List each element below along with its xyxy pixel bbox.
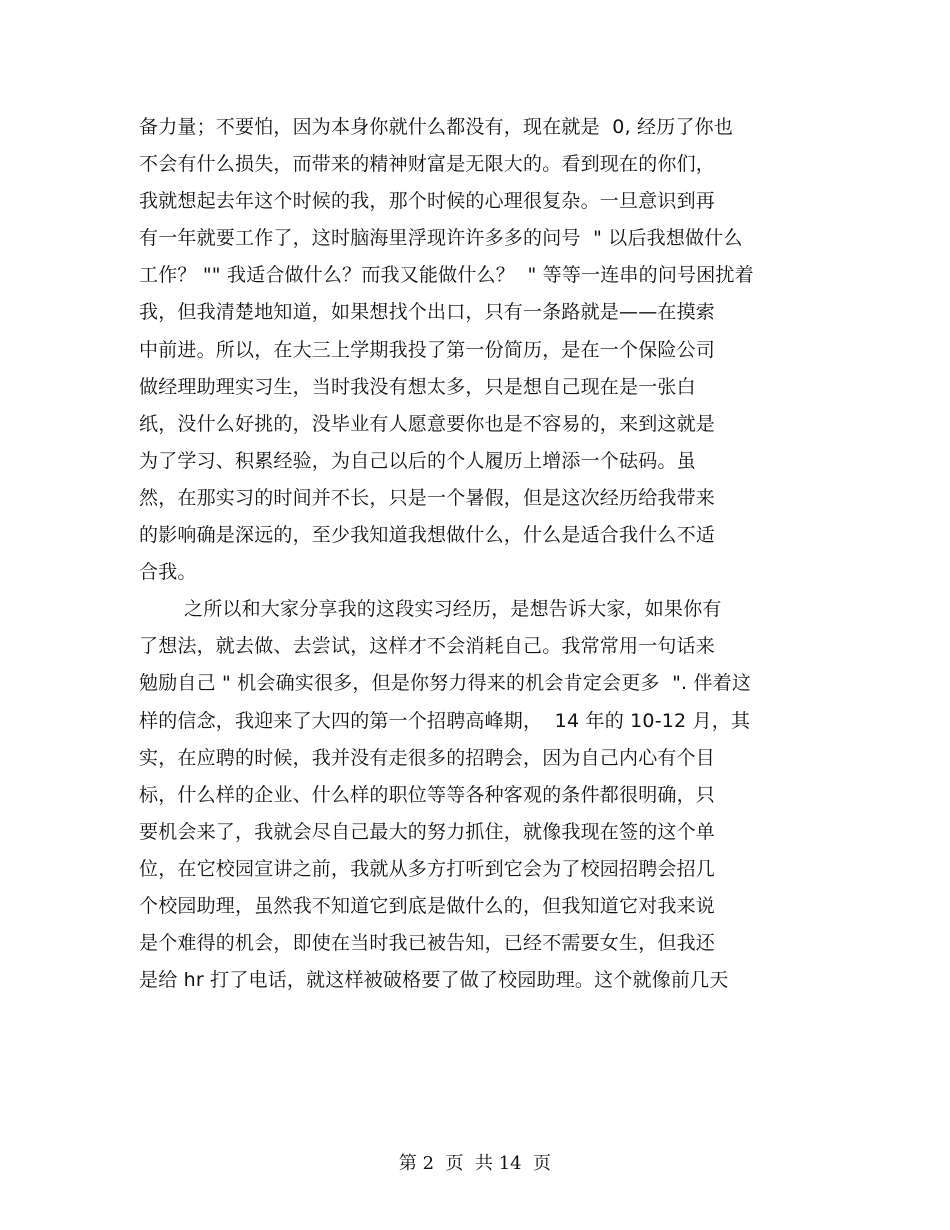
page-footer: 第 2 页 共 14 页 bbox=[398, 1153, 552, 1174]
body-text bbox=[139, 109, 819, 999]
text-line: 是给 hr 打了电话，就这样被破格要了做了校园助理。这个就像前几天 bbox=[139, 969, 729, 992]
text-line: 纸，没什么好挑的，没毕业有人愿意要你也是不容易的，来到这就是 bbox=[139, 412, 716, 435]
text-line: 是个难得的机会，即使在当时我已被告知，已经不需要女生，但我还 bbox=[139, 932, 716, 955]
text-line: 为了学习、积累经验，为自己以后的个人履历上增添一个砝码。虽 bbox=[139, 449, 696, 472]
text-line: 个校园助理，虽然我不知道它到底是做什么的，但我知道它对我来说 bbox=[139, 894, 716, 917]
text-line: 合我。 bbox=[139, 561, 197, 584]
text-line: 了想法，就去做、去尝试，这样才不会消耗自己。我常常用一句话来 bbox=[139, 635, 716, 658]
text-line: 实，在应聘的时候，我并没有走很多的招聘会，因为自己内心有个目 bbox=[139, 746, 716, 769]
text-line: 备力量；不要怕，因为本身你就什么都没有，现在就是 0, 经历了你也 bbox=[139, 116, 734, 138]
text-line: 不会有什么损失，而带来的精神财富是无限大的。看到现在的你们， bbox=[139, 153, 716, 176]
text-line: 我，但我清楚地知道，如果想找个出口，只有一条路就是——在摸索 bbox=[139, 301, 716, 324]
text-line: 样的信念，我迎来了大四的第一个招聘高峰期， 14 年的 10-12 月，其 bbox=[139, 709, 751, 732]
text-line: 之所以和大家分享我的这段实习经历，是想告诉大家，如果你有 bbox=[184, 598, 722, 621]
text-line: 的影响确是深远的，至少我知道我想做什么，什么是适合我什么不适 bbox=[139, 524, 716, 547]
text-line: 我就想起去年这个时候的我，那个时候的心理很复杂。一旦意识到再 bbox=[139, 190, 716, 213]
text-line: 工作？ "" 我适合做什么？而我又能做什么？ " 等等一连串的问号困扰着 bbox=[139, 264, 754, 287]
text-line: 勉励自己 " 机会确实很多，但是你努力得来的机会肯定会更多 ". 伴着这 bbox=[139, 672, 752, 695]
text-line: 做经理助理实习生，当时我没有想太多，只是想自己现在是一张白 bbox=[139, 375, 696, 398]
text-line: 中前进。所以，在大三上学期我投了第一份简历，是在一个保险公司 bbox=[139, 338, 716, 361]
text-line: 有一年就要工作了，这时脑海里浮现许许多多的问号 " 以后我想做什么 bbox=[139, 227, 743, 250]
text-line: 标，什么样的企业、什么样的职位等等各种客观的条件都很明确，只 bbox=[139, 783, 716, 806]
text-line: 要机会来了，我就会尽自己最大的努力抓住，就像我现在签的这个单 bbox=[139, 820, 716, 843]
text-line: 位，在它校园宣讲之前，我就从多方打听到它会为了校园招聘会招几 bbox=[139, 857, 716, 880]
text-line: 然，在那实习的时间并不长，只是一个暑假，但是这次经历给我带来 bbox=[139, 486, 716, 509]
